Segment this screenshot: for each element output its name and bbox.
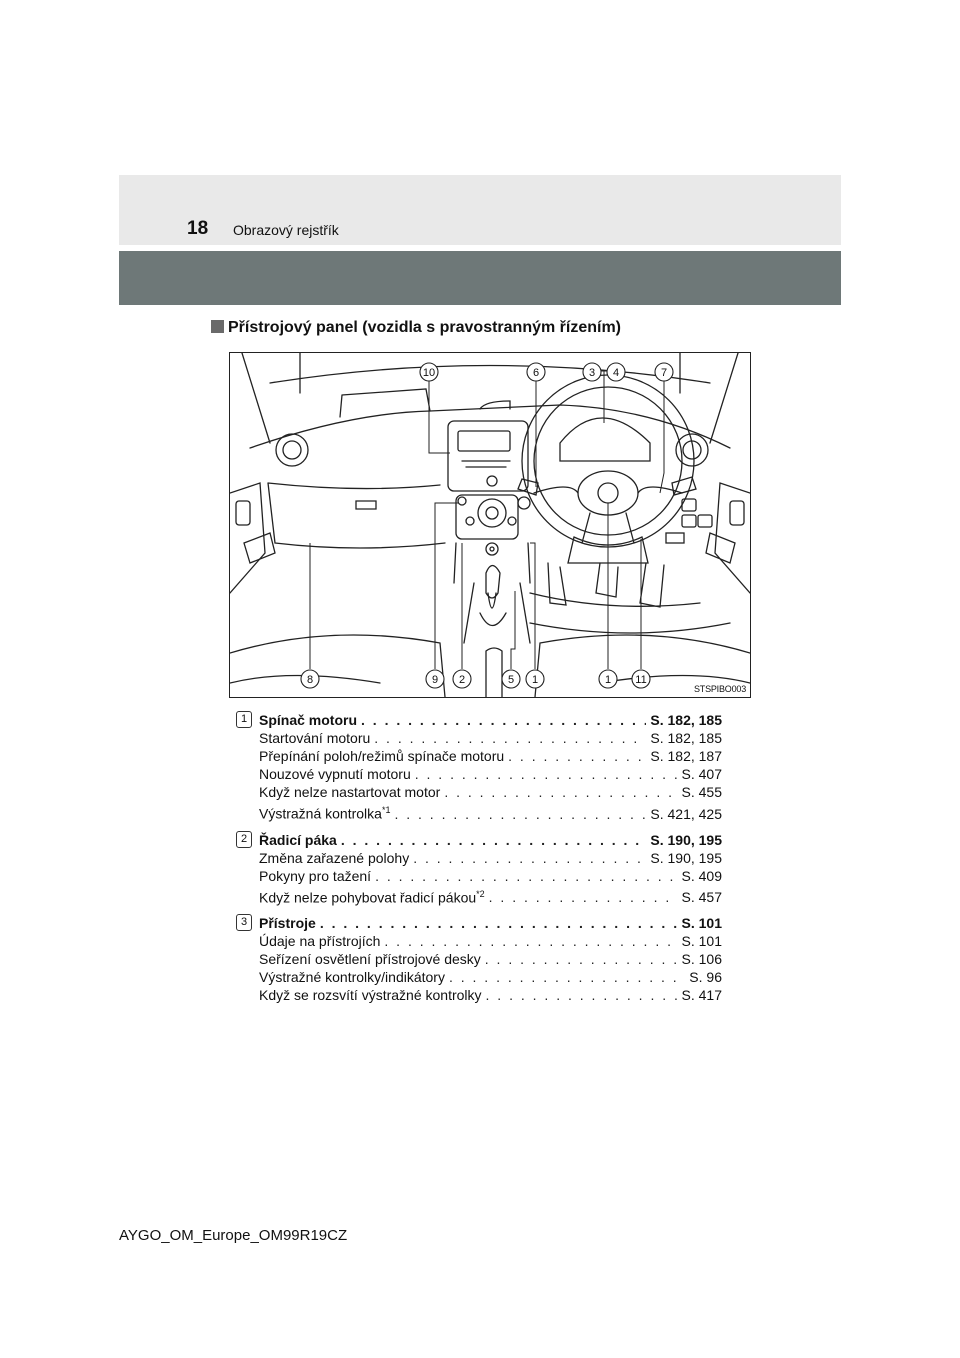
entry-item[interactable]: [259, 986, 722, 1004]
leader-dots: [320, 914, 678, 932]
figure-code: STSPIBO003: [693, 684, 746, 694]
leader-dots: [415, 765, 678, 783]
leader-dots: [341, 831, 647, 849]
leader-dots: [449, 968, 685, 986]
leader-dots: [361, 711, 646, 729]
footer-doc-id: AYGO_OM_Europe_OM99R19CZ: [119, 1227, 348, 1244]
item-label: Seřízení osvětlení přístrojové desky: [259, 951, 481, 968]
callout-label: 7: [660, 367, 668, 379]
entry-number-badge: 2: [236, 831, 252, 848]
entry-item[interactable]: [259, 950, 722, 968]
page-number: 18: [187, 218, 209, 239]
entry-pages: S. 101: [681, 915, 722, 932]
leader-dots: [489, 888, 678, 906]
item-pages: S. 182, 187: [650, 748, 722, 764]
entry-item[interactable]: [259, 968, 722, 986]
entry-number-badge: 3: [236, 914, 252, 931]
entry-item[interactable]: [259, 765, 722, 783]
index-entry: [236, 711, 722, 823]
item-label: Nouzové vypnutí motoru: [259, 766, 411, 782]
section-band: [119, 251, 841, 305]
leader-dots: [413, 849, 646, 867]
index-entry: [236, 831, 722, 907]
item-label-text: Výstražná kontrolka: [259, 805, 382, 822]
entry-title: Spínač motoru: [259, 712, 358, 728]
leader-dots: [485, 950, 678, 968]
callout-label: 9: [431, 674, 439, 686]
section-marker-icon: [211, 320, 224, 333]
callout-label: 4: [612, 367, 620, 379]
section-title: [211, 318, 621, 338]
callout-label: 2: [458, 674, 466, 686]
item-pages: S. 407: [681, 766, 722, 782]
item-pages: S. 190, 195: [650, 849, 722, 866]
callout-label: 6: [532, 367, 540, 379]
item-pages: S. 96: [689, 969, 722, 986]
item-pages: S. 455: [681, 784, 722, 800]
leader-dots: [374, 729, 646, 747]
item-label: Výstražné kontrolky/indikátory: [259, 969, 445, 986]
entry-item[interactable]: [259, 783, 722, 801]
dashboard-illustration: [230, 353, 750, 697]
item-pages: S. 457: [681, 889, 722, 906]
item-label-text: Když nelze pohybovat řadicí pákou: [259, 889, 477, 906]
item-label: Když nelze nastartovat motor: [259, 784, 441, 800]
entry-item[interactable]: [259, 729, 722, 747]
entry-item[interactable]: [259, 885, 722, 907]
entry-item[interactable]: [259, 867, 722, 885]
entry-item[interactable]: [259, 801, 722, 823]
callout-label: 11: [635, 674, 647, 686]
entry-item[interactable]: [259, 849, 722, 867]
callout-label: 1: [604, 674, 612, 686]
entry-title: Přístroje: [259, 915, 316, 932]
leader-dots: [384, 932, 677, 950]
entry-head: [236, 831, 722, 849]
leader-dots: [444, 783, 677, 801]
index-entry: [236, 914, 722, 1004]
entry-title: Řadicí páka: [259, 831, 337, 848]
index-entries: [236, 711, 722, 1012]
entry-pages: S. 182, 185: [650, 712, 722, 728]
callout-label: 10: [422, 367, 436, 379]
item-pages: S. 101: [681, 933, 722, 950]
entry-title-row[interactable]: [259, 831, 722, 849]
item-label: Když se rozsvítí výstražné kontrolky: [259, 987, 482, 1004]
item-pages: S. 106: [681, 951, 722, 968]
item-pages: S. 421, 425: [650, 805, 722, 822]
item-label: Startování motoru: [259, 730, 371, 746]
item-label: [259, 801, 390, 823]
callout-label: 8: [306, 674, 314, 686]
item-label: Pokyny pro tažení: [259, 867, 372, 884]
leader-dots: [486, 986, 678, 1004]
item-label: Změna zařazené polohy: [259, 849, 410, 866]
item-pages: S. 409: [681, 867, 722, 884]
item-pages: S. 417: [681, 987, 722, 1004]
entry-head: [236, 914, 722, 932]
item-label: Přepínání poloh/režimů spínače motoru: [259, 748, 505, 764]
footnote-marker: *1: [381, 805, 391, 815]
callout-label: 1: [531, 674, 539, 686]
header-band: [119, 175, 841, 245]
item-label: Údaje na přístrojích: [259, 933, 381, 950]
header-title: Obrazový rejstřík: [233, 222, 339, 238]
entry-item[interactable]: [259, 932, 722, 950]
footnote-marker: *2: [476, 888, 485, 899]
dashboard-figure: [229, 352, 751, 698]
leader-dots: [508, 747, 646, 765]
callout-label: 3: [588, 367, 596, 379]
leader-dots: [375, 867, 677, 885]
entry-item[interactable]: [259, 747, 722, 765]
entry-title-row[interactable]: [259, 711, 722, 729]
item-pages: S. 182, 185: [650, 730, 722, 746]
section-title-text: Přístrojový panel (vozidla s pravostranným řízením): [228, 319, 621, 336]
entry-head: [236, 711, 722, 729]
leader-dots: [394, 805, 646, 823]
entry-number-badge: 1: [236, 711, 252, 728]
entry-title-row[interactable]: [259, 914, 722, 932]
callout-label: 5: [507, 674, 515, 686]
entry-pages: S. 190, 195: [650, 831, 722, 848]
item-label: [259, 885, 485, 907]
